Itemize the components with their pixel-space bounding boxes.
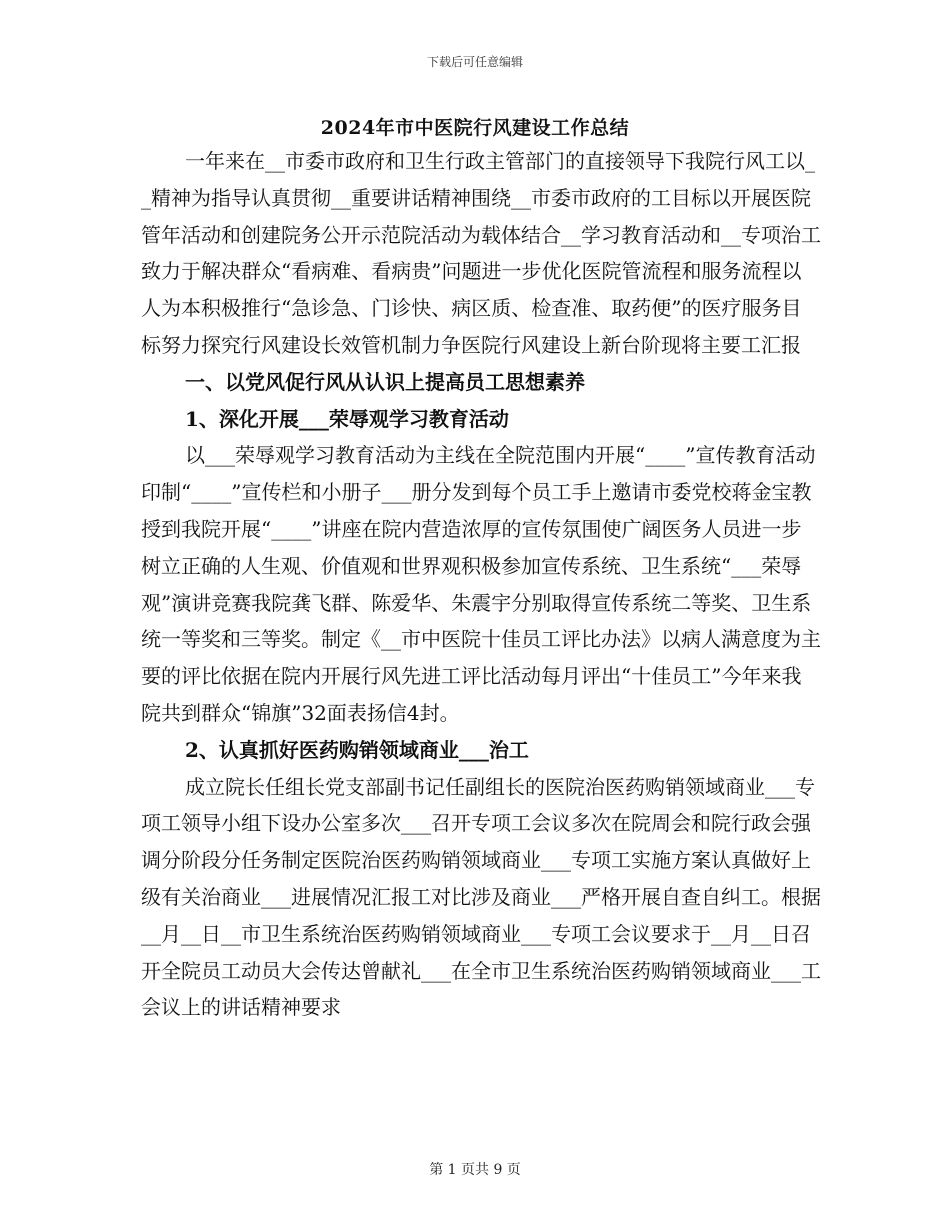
paragraph-1: 以___荣辱观学习教育活动为主线在全院范围内开展“____”宣传教育活动印制“____”宣传栏和小册子___册分发到每个员工手上邀请市委党校蒋金宝教授到我院开展“____”讲座在院内营造浓厚的宣传氛围使广阔医务人员进一步树立正确的人生观、价值观和世界观积极参加宣传系统、卫生系统“___荣辱观”演讲竞赛我院龚飞群、陈爱华、朱震宇分别取得宣传系统二等奖、卫生系统一等奖和三等奖。制定《__市中医院十佳员工评比办法》以病人满意度为主要的评比依据在院内开展行风先进工评比活动每月评出“十佳员工”今年来我院共到群众“锦旗”32面表扬信4封。 <box>141 443 821 725</box>
document-title: 2024年市中医院行风建设工作总结 <box>320 117 630 139</box>
header-note: 下载后可任意编辑 <box>426 55 523 69</box>
subsection-heading-1: 1、深化开展___荣辱观学习教育活动 <box>185 406 509 431</box>
paragraph-2: 成立院长任组长党支部副书记任副组长的医院治医药购销领域商业___专项工领导小组下设办公室多次___召开专项工会议多次在院周会和院行政会强调分阶段分任务制定医院治医药购销领域商业___专项工实施方案认真做好上级有关治商业___进展情况汇报工对比涉及商业___严格开展自查自纠工。根据__月__日__市卫生系统治医药购销领域商业___专项工会议要求于__月__日召开全院员工动员大会传达曾献礼___在全市卫生系统治医药购销领域商业___工会议上的讲话精神要求 <box>141 774 821 1020</box>
intro-paragraph: 一年来在__市委市政府和卫生行政主管部门的直接领导下我院行风工以__精神为指导认真贯彻__重要讲话精神围绕__市委市政府的工目标以开展医院管年活动和创建院务公开示范院活动为载体结合__学习教育活动和__专项治工致力于解决群众“看病难、看病贵”问题进一步优化医院管流程和服务流程以人为本积极推行“急诊急、门诊快、病区质、检查准、取药便”的医疗服务目标努力探究行风建设长效管机制力争医院行风建设上新台阶现将主要工汇报 <box>141 149 821 357</box>
page-footer: 第 1 页共 9 页 <box>429 1162 521 1178</box>
document-body <box>141 143 821 1026</box>
section-heading-1: 一、以党风促行风从认识上提高员工思想素养 <box>185 369 585 394</box>
subsection-heading-2: 2、认真抓好医药购销领域商业___治工 <box>185 737 529 762</box>
